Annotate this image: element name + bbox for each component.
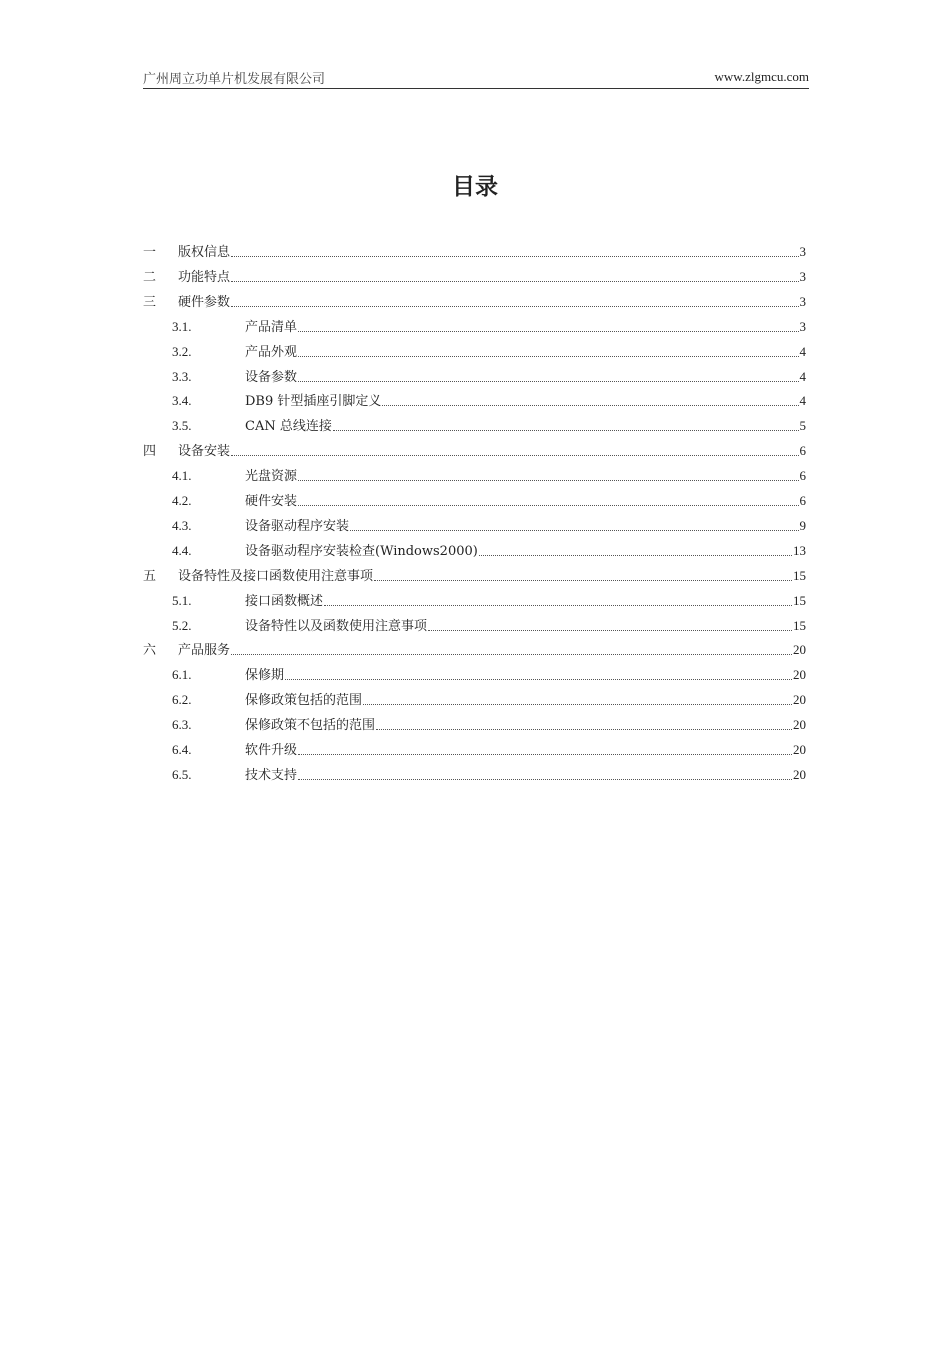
toc-dot-leader xyxy=(298,330,798,332)
toc-entry[interactable] xyxy=(172,415,806,435)
toc-entry-page[interactable]: 4 xyxy=(799,343,806,359)
toc-entry-page[interactable]: 3 xyxy=(799,244,806,259)
toc-entry[interactable] xyxy=(172,490,806,510)
toc-entry-label[interactable]: 设备特性及接口函数使用注意事项 xyxy=(178,568,374,584)
toc-entry-number: 3.3. xyxy=(172,368,192,384)
toc-entry-label[interactable]: 光盘资源 xyxy=(245,469,298,485)
toc-entry-page[interactable]: 20 xyxy=(793,742,806,757)
toc-entry[interactable] xyxy=(172,465,806,485)
toc-entry-page[interactable]: 6 xyxy=(799,468,806,484)
toc-entry-number: 6.1. xyxy=(172,667,192,683)
toc-entry-number: 3.4. xyxy=(172,393,192,409)
toc-dot-leader xyxy=(324,604,792,606)
toc-dot-leader xyxy=(298,778,792,780)
toc-entry[interactable] xyxy=(172,590,806,610)
toc-entry-number: 二 xyxy=(143,268,157,284)
toc-entry-label[interactable]: 设备特性以及函数使用注意事项 xyxy=(245,618,428,634)
toc-dot-leader xyxy=(231,305,798,307)
toc-dot-leader xyxy=(298,380,798,382)
toc-entry-number: 4.4. xyxy=(172,542,192,558)
toc-entry-label[interactable]: 软件升级 xyxy=(245,743,298,758)
toc-dot-leader xyxy=(285,678,792,680)
toc-entry-number: 6.3. xyxy=(172,717,192,733)
page-header xyxy=(143,66,809,89)
toc-dot-leader xyxy=(374,579,792,581)
toc-entry-page[interactable]: 15 xyxy=(793,617,806,633)
toc-dot-leader xyxy=(298,753,792,755)
toc-entry[interactable] xyxy=(172,540,806,560)
toc-dot-leader xyxy=(363,703,792,705)
toc-dot-leader xyxy=(231,255,798,257)
toc-entry-label[interactable]: DB9 针型插座引脚定义 xyxy=(245,394,382,410)
toc-dot-leader xyxy=(350,529,798,531)
toc-entry-label[interactable]: 产品清单 xyxy=(245,319,298,335)
toc-entry-page[interactable]: 20 xyxy=(793,717,806,733)
toc-dot-leader xyxy=(298,355,798,357)
toc-entry-number: 4.1. xyxy=(172,468,192,484)
toc-entry[interactable] xyxy=(143,440,806,460)
toc-dot-leader xyxy=(333,429,799,431)
toc-entry-label[interactable]: 设备安装 xyxy=(178,444,231,460)
toc-entry-label[interactable]: 产品外观 xyxy=(245,344,298,360)
toc-entry-page[interactable]: 4 xyxy=(799,393,806,409)
toc-entry-page[interactable]: 3 xyxy=(799,318,806,334)
toc-entry-page[interactable]: 9 xyxy=(799,517,806,533)
toc-entry[interactable] xyxy=(172,316,806,336)
toc-entry-number: 3.1. xyxy=(172,318,192,334)
website-link[interactable]: www.zlgmcu.com xyxy=(714,69,809,84)
toc-entry-page[interactable]: 15 xyxy=(793,592,806,608)
toc-entry-page[interactable]: 15 xyxy=(793,567,806,583)
toc-entry[interactable] xyxy=(172,366,806,386)
toc-entry-number: 6.4. xyxy=(172,742,192,757)
toc-entry[interactable] xyxy=(172,764,806,784)
toc-entry-page[interactable]: 5 xyxy=(799,418,806,434)
toc-dot-leader xyxy=(231,653,792,655)
toc-entry-label[interactable]: 技术支持 xyxy=(245,767,298,783)
toc-entry-label[interactable]: 保修期 xyxy=(245,668,285,684)
toc-entry-number: 5.1. xyxy=(172,592,192,608)
toc-entry-page[interactable]: 20 xyxy=(793,766,806,782)
toc-entry-label[interactable]: 设备驱动程序安装 xyxy=(245,518,350,534)
toc-entry-label[interactable]: 版权信息 xyxy=(178,245,231,260)
toc-entry-label[interactable]: 设备参数 xyxy=(245,369,298,385)
toc-dot-leader xyxy=(298,479,798,481)
toc-entry-label[interactable]: 设备驱动程序安装检查(Windows2000) xyxy=(245,543,478,559)
toc-entry-number: 一 xyxy=(143,244,157,259)
toc-entry[interactable] xyxy=(172,615,806,635)
company-name: 广州周立功单片机发展有限公司 xyxy=(143,72,326,87)
toc-entry-number: 3.2. xyxy=(172,343,192,359)
toc-entry[interactable] xyxy=(143,266,806,286)
toc-dot-leader xyxy=(428,629,792,631)
toc-entry-label[interactable]: 保修政策不包括的范围 xyxy=(245,718,376,734)
toc-entry-number: 3.5. xyxy=(172,418,192,434)
toc-entry-number: 4.2. xyxy=(172,493,192,508)
toc-entry[interactable] xyxy=(143,291,806,311)
toc-entry[interactable] xyxy=(172,689,806,709)
toc-entry-number: 5.2. xyxy=(172,617,192,633)
toc-dot-leader xyxy=(376,728,792,730)
toc-entry[interactable] xyxy=(172,714,806,734)
toc-dot-leader xyxy=(231,454,798,456)
toc-entry-number: 六 xyxy=(143,642,157,658)
toc-dot-leader xyxy=(298,504,798,506)
toc-entry-number: 6.2. xyxy=(172,692,192,708)
toc-entry-page[interactable]: 20 xyxy=(793,692,806,708)
toc-entry-label[interactable]: 产品服务 xyxy=(178,643,231,659)
toc-entry-page[interactable]: 3 xyxy=(799,268,806,284)
toc-dot-leader xyxy=(382,404,798,406)
toc-entry-page[interactable]: 20 xyxy=(793,642,806,658)
toc-entry-label[interactable]: 保修政策包括的范围 xyxy=(245,693,363,709)
toc-entry-label[interactable]: CAN 总线连接 xyxy=(245,419,332,435)
toc-entry-number: 4.3. xyxy=(172,517,192,533)
toc-entry-page[interactable]: 13 xyxy=(793,542,806,558)
toc-entry-page[interactable]: 3 xyxy=(799,293,806,309)
toc-entry[interactable] xyxy=(143,565,806,585)
toc-entry-label[interactable]: 功能特点 xyxy=(178,269,231,285)
toc-entry-number: 三 xyxy=(143,293,157,309)
toc-entry-page[interactable]: 6 xyxy=(799,443,806,459)
toc-entry[interactable] xyxy=(172,390,806,410)
toc-entry-label[interactable]: 接口函数概述 xyxy=(245,593,324,609)
toc-entry[interactable] xyxy=(143,241,806,261)
toc-entry[interactable] xyxy=(143,639,806,659)
toc-entry-page[interactable]: 6 xyxy=(799,493,806,508)
toc-entry-page[interactable]: 20 xyxy=(793,667,806,683)
toc-entry[interactable] xyxy=(172,515,806,535)
toc-entry[interactable] xyxy=(172,341,806,361)
toc-entry-number: 四 xyxy=(143,443,157,459)
page-title: 目录 xyxy=(452,174,498,200)
toc-dot-leader xyxy=(231,280,798,282)
toc-entry-page[interactable]: 4 xyxy=(799,368,806,384)
toc-entry-label[interactable]: 硬件安装 xyxy=(245,494,298,509)
toc-entry-number: 五 xyxy=(143,567,157,583)
toc-entry[interactable] xyxy=(172,739,806,759)
toc-entry[interactable] xyxy=(172,664,806,684)
toc-entry-label[interactable]: 硬件参数 xyxy=(178,294,231,310)
toc-dot-leader xyxy=(479,554,792,556)
toc-entry-number: 6.5. xyxy=(172,766,192,782)
